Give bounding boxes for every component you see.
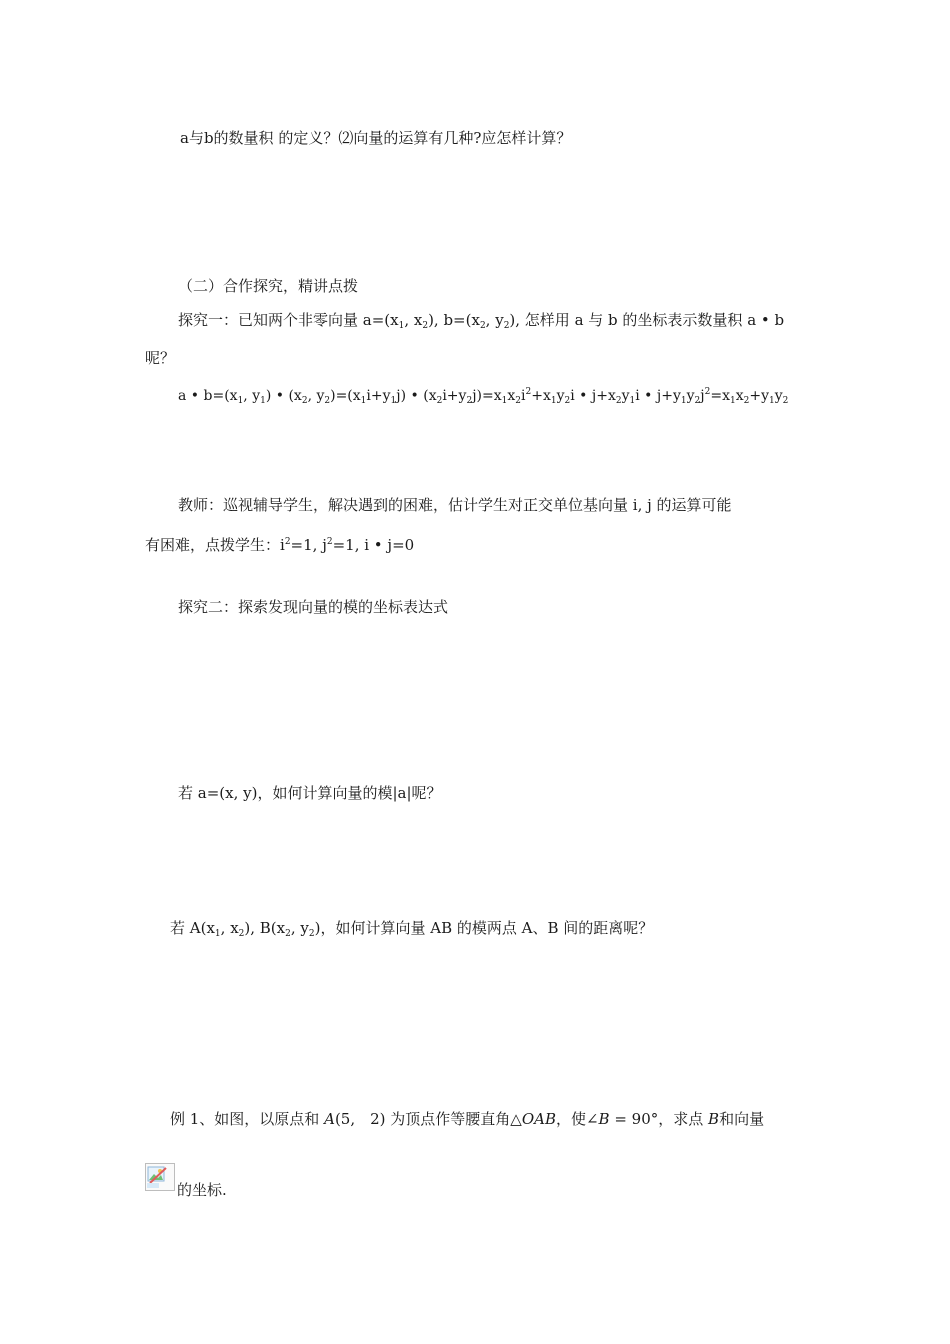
teacher-line-1: 教师：巡视辅导学生，解决遇到的困难，估计学生对正交单位基向量 i, j 的运算可能 <box>178 496 732 514</box>
dot-product-formula: a • $b=(x_1$, $y_1$) • ($x_2$, $y_2)=(x_1i+y_1j)$ • $(x_2i+y_2j)=x_1x_2i^2+x_1y_2i$ • $j+x_2y_1i$ • $j+y_1y_2j^2=x_1x_2+y_1y_2$ <box>178 387 789 406</box>
explore1-continuation: 呢？ <box>145 349 176 367</box>
question-distance: 若 $A(x_1$, $x_2$), $B(x_2$, $y_2$)，如何计算向量 AB 的模两点 A、B 间的距离呢？ <box>170 919 654 939</box>
section-heading: （二）合作探究，精讲点拨 <box>178 277 359 295</box>
example-1-line: 例 1、如图，以原点和 A(5, 2) 为顶点作等腰直角△OAB，使∠B = 90°，求点 B和向量 <box>170 1110 765 1128</box>
example-1-tail: 的坐标. <box>177 1181 227 1199</box>
teacher-line-2: 有困难，点拨学生：$i^2=1$, $j^2=1$, i • j=0 <box>145 536 415 554</box>
question-magnitude: 若 a=(x, y)，如何计算向量的模|a|呢？ <box>178 784 442 802</box>
explore2-line: 探究二：探索发现向量的模的坐标表达式 <box>178 598 449 616</box>
broken-image-icon <box>145 1163 175 1191</box>
question-line: a与b的数量积 的定义？⑵向量的运算有几种?应怎样计算？ <box>180 129 572 147</box>
explore1-line: 探究一：已知两个非零向量 $a=(x_1$, $x_2$), $b=(x_2$, $y_2$), 怎样用 a 与 b 的坐标表示数量积 a • b <box>178 311 785 331</box>
